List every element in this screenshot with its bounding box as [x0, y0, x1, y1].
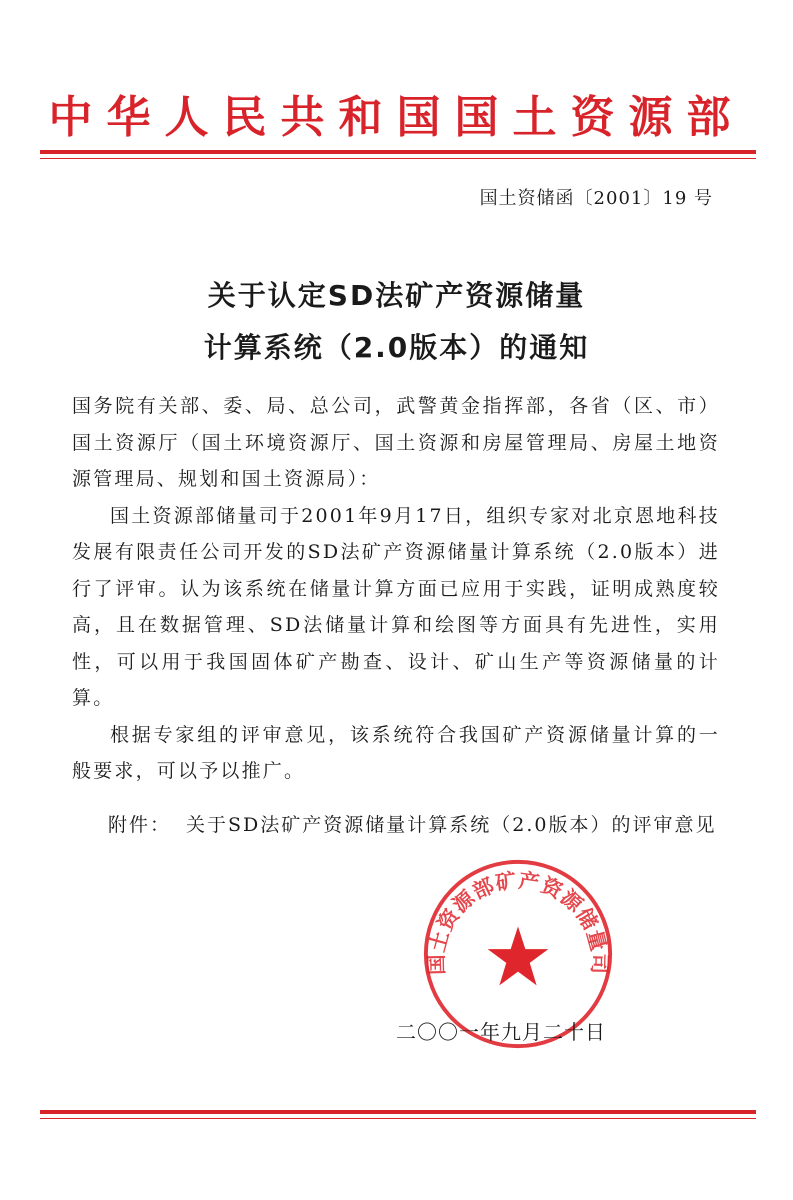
attachment-label: 附件：: [108, 814, 172, 836]
document-number: 国土资储函〔2001〕19 号: [479, 188, 713, 209]
recipients: 国务院有关部、委、局、总公司，武警黄金指挥部，各省（区、市）国土资源厅（国土环境资源厅、国土资源和房屋管理局、房屋土地资源管理局、规划和国土资源局）：: [72, 395, 720, 490]
issue-date: 二〇〇一年九月二十日: [396, 1020, 606, 1044]
footer-rule-thick: [40, 1110, 756, 1114]
footer-rule-thin: [40, 1118, 756, 1119]
seal-text: 国土资源部矿产资源储量司: [424, 868, 612, 976]
letterhead-title: 中华人民共和国国土资源部: [48, 92, 745, 143]
letterhead-rule-thin: [40, 158, 756, 159]
notice-body: [72, 388, 720, 790]
body-paragraph-1: 国土资源部储量司于2001年9月17日，组织专家对北京恩地科技发展有限责任公司开发的SD法矿产资源储量计算系统（2.0版本）进行了评审。认为该系统在储量计算方面已应用于实践，证明成熟度较高，且在数据管理、SD法储量计算和绘图等方面具有先进性，实用性，可以用于我国固体矿产勘查、设计、矿山生产等资源储量的计算。: [72, 504, 720, 709]
seal-star-icon: [488, 927, 549, 986]
title-line-1: 关于认定SD法矿产资源储量: [207, 279, 586, 312]
title-line-2: 计算系统（2.0版本）的通知: [203, 331, 590, 364]
body-paragraph-2: 根据专家组的评审意见，该系统符合我国矿产资源储量计算的一般要求，可以予以推广。: [72, 723, 720, 782]
letterhead-rule-thick: [40, 150, 756, 154]
attachment-note: [108, 808, 720, 842]
attachment-text: 关于SD法矿产资源储量计算系统（2.0版本）的评审意见: [186, 814, 717, 836]
